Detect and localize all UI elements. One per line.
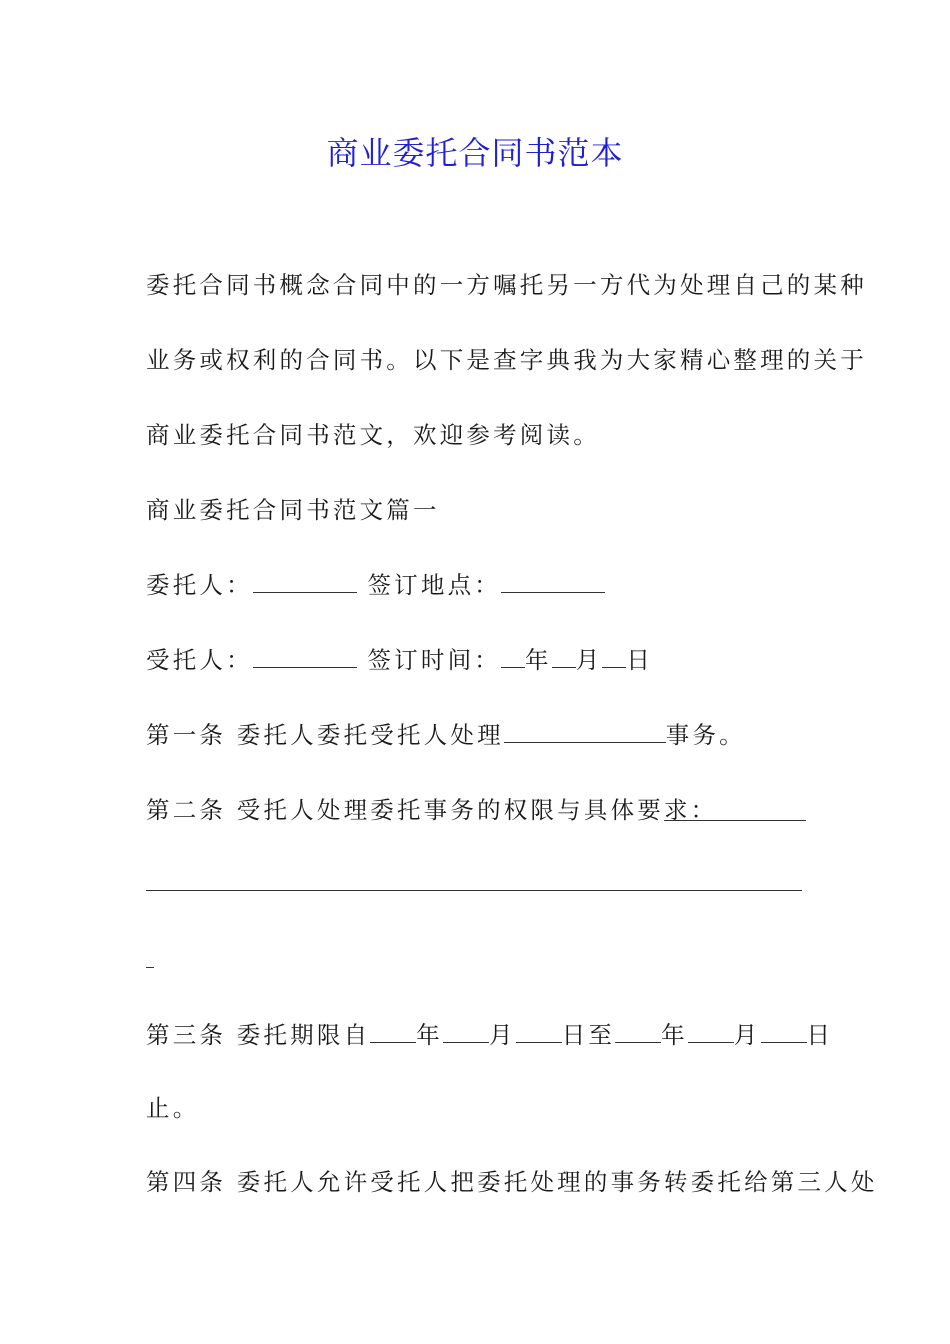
month-blank[interactable]: [552, 646, 576, 668]
intro-line-3: 商业委托合同书范文，欢迎参考阅读。: [146, 421, 600, 449]
place-label: 签订地点：: [367, 571, 501, 599]
intro-line-1: 委托合同书概念合同中的一方嘱托另一方代为处理自己的某种: [146, 271, 867, 299]
document-title: 商业委托合同书范本: [326, 134, 624, 172]
principal-label: 委托人：: [146, 571, 253, 599]
agent-line: [146, 640, 816, 680]
article-3-year: 年: [416, 1021, 443, 1049]
article-2-blank-3[interactable]: [146, 967, 154, 968]
day-blank[interactable]: [602, 646, 626, 668]
article-2-label: 第二条: [146, 796, 227, 824]
section-title: 商业委托合同书范文篇一: [146, 496, 440, 524]
year-label: 年: [524, 646, 552, 674]
article-3-year-blank[interactable]: [370, 1021, 416, 1043]
place-blank[interactable]: [501, 571, 605, 593]
agent-blank[interactable]: [253, 646, 357, 668]
principal-line: [146, 565, 816, 605]
article-4-text: 委托人允许受托人把委托处理的事务转委托给第三人处: [236, 1168, 878, 1196]
article-3-day-blank[interactable]: [516, 1021, 562, 1043]
article-3-tail: 止。: [146, 1094, 200, 1122]
article-2-blank-2[interactable]: [146, 890, 802, 891]
article-1-blank[interactable]: [504, 721, 666, 743]
principal-blank[interactable]: [253, 571, 357, 593]
article-4: [146, 1162, 878, 1202]
day-label: 日: [626, 646, 654, 674]
article-3-year2-blank[interactable]: [615, 1021, 661, 1043]
article-1-tail: 事务。: [665, 721, 746, 749]
article-1: [146, 715, 816, 755]
article-1-text: 委托人委托受托人处理: [236, 721, 504, 749]
article-1-label: 第一条: [146, 721, 227, 749]
year-blank[interactable]: [501, 646, 525, 668]
article-3-day-to: 日至: [561, 1021, 616, 1049]
article-3-day2: 日: [806, 1021, 834, 1049]
article-3-month: 月: [488, 1021, 516, 1049]
article-3: [146, 1015, 834, 1055]
article-3-month2-blank[interactable]: [688, 1021, 734, 1043]
agent-label: 受托人：: [146, 646, 253, 674]
article-3-month-blank[interactable]: [443, 1021, 489, 1043]
article-3-label: 第三条: [146, 1021, 227, 1049]
month-label: 月: [575, 646, 603, 674]
article-4-label: 第四条: [146, 1168, 227, 1196]
article-2-text: 受托人处理委托事务的权限与具体要求：: [236, 796, 718, 824]
article-3-year2: 年: [661, 1021, 688, 1049]
article-3-month2: 月: [733, 1021, 761, 1049]
intro-line-2: 业务或权利的合同书。以下是查字典我为大家精心整理的关于: [146, 346, 867, 374]
article-3-day2-blank[interactable]: [761, 1021, 807, 1043]
time-label: 签订时间：: [367, 646, 501, 674]
article-2-blank-1[interactable]: [664, 820, 806, 821]
article-3-text: 委托期限自: [236, 1021, 371, 1049]
article-2: [146, 790, 816, 830]
